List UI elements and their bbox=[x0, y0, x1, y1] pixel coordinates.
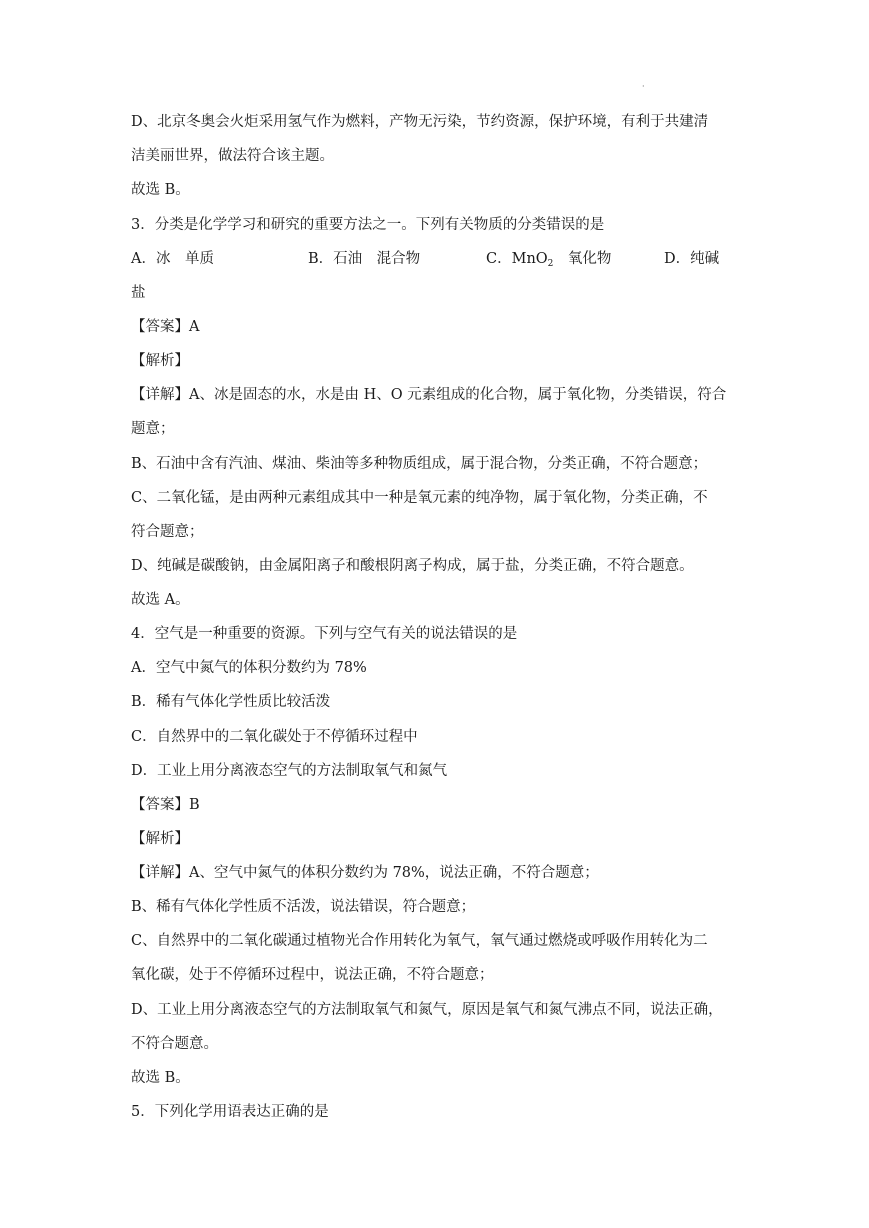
header-mark: · bbox=[642, 82, 645, 91]
q5-stem: 5．下列化学用语表达正确的是 bbox=[131, 1104, 329, 1120]
q3-analysis-heading: 【解析】 bbox=[131, 353, 189, 369]
q4-option-b: B．稀有气体化学性质比较活泼 bbox=[131, 694, 331, 710]
q2-option-d-explanation-line1: D、北京冬奥会火炬采用氢气作为燃料，产物无污染，节约资源，保护环境，有利于共建清 bbox=[131, 114, 709, 130]
q3-detail-line1: 【详解】A、冰是固态的水，水是由 H、O 元素组成的化合物，属于氧化物，分类错误，符合 bbox=[131, 387, 727, 403]
q4-option-a: A．空气中氮气的体积分数约为 78% bbox=[131, 660, 367, 676]
q3-detail-d: D、纯碱是碳酸钠，由金属阳离子和酸根阴离子构成，属于盐，分类正确，不符合题意。 bbox=[131, 558, 694, 574]
q2-conclusion: 故选 B。 bbox=[131, 182, 190, 198]
q3-option-d-continued: 盐 bbox=[131, 285, 146, 301]
q3-answer: 【答案】A bbox=[131, 319, 200, 335]
q3-option-c-suffix: 氧化物 bbox=[553, 251, 612, 267]
q4-detail-c-line1: C、自然界中的二氧化碳通过植物光合作用转化为氧气，氧气通过燃烧或呼吸作用转化为二 bbox=[131, 933, 708, 949]
q3-detail-c-line2: 符合题意； bbox=[131, 524, 204, 540]
q4-detail-a: 【详解】A、空气中氮气的体积分数约为 78%，说法正确，不符合题意； bbox=[131, 865, 599, 881]
q4-answer: 【答案】B bbox=[131, 797, 200, 813]
q4-option-c: C．自然界中的二氧化碳处于不停循环过程中 bbox=[131, 729, 418, 745]
q3-detail-line2: 题意； bbox=[131, 421, 175, 437]
q4-stem: 4．空气是一种重要的资源。下列与空气有关的说法错误的是 bbox=[131, 626, 518, 642]
q3-option-c-subscript: 2 bbox=[547, 259, 554, 269]
q3-conclusion: 故选 A。 bbox=[131, 592, 190, 608]
q3-option-b: B．石油 混合物 bbox=[308, 251, 421, 267]
q3-detail-b: B、石油中含有汽油、煤油、柴油等多种物质组成，属于混合物，分类正确，不符合题意； bbox=[131, 456, 708, 472]
q4-detail-d-line1: D、工业上用分离液态空气的方法制取氧气和氮气，原因是氧气和氮气沸点不同，说法正确， bbox=[131, 1002, 723, 1018]
q4-detail-c-line2: 氧化碳，处于不停循环过程中，说法正确，不符合题意； bbox=[131, 967, 494, 983]
q4-detail-d-line2: 不符合题意。 bbox=[131, 1036, 218, 1052]
q4-detail-b: B、稀有气体化学性质不活泼，说法错误，符合题意； bbox=[131, 899, 476, 915]
q4-conclusion: 故选 B。 bbox=[131, 1070, 190, 1086]
q3-option-c bbox=[486, 249, 611, 274]
q4-analysis-heading: 【解析】 bbox=[131, 831, 189, 847]
q3-detail-c-line1: C、二氧化锰，是由两种元素组成其中一种是氧元素的纯净物，属于氧化物，分类正确，不 bbox=[131, 490, 708, 506]
q3-option-a: A．冰 单质 bbox=[131, 251, 214, 267]
q3-option-d: D．纯碱 bbox=[664, 251, 720, 267]
q3-option-c-prefix: C．MnO bbox=[486, 251, 548, 267]
q4-option-d: D．工业上用分离液态空气的方法制取氧气和氮气 bbox=[131, 763, 448, 779]
q3-stem: 3．分类是化学学习和研究的重要方法之一。下列有关物质的分类错误的是 bbox=[131, 217, 605, 233]
q2-option-d-explanation-line2: 洁美丽世界，做法符合该主题。 bbox=[131, 148, 334, 164]
